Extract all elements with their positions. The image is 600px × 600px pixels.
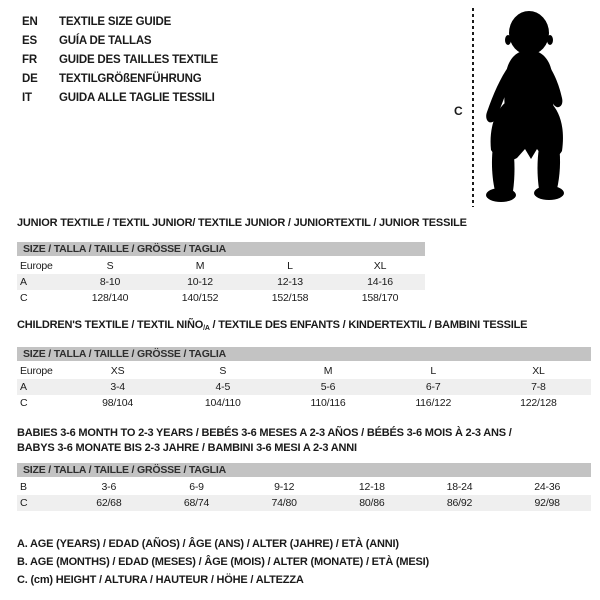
- babies-section-title: [17, 426, 591, 456]
- height-cell: 80/86: [359, 497, 385, 509]
- row-label: B: [20, 481, 27, 493]
- size-header-bar: SIZE / TALLA / TAILLE / GRÖSSE / TAGLIA: [17, 463, 591, 477]
- size-cell: S: [106, 260, 114, 272]
- children-title-post: / TEXTILE DES ENFANTS / KINDERTEXTIL / BAMBINI TESSILE: [209, 319, 528, 331]
- language-row-fr: [22, 51, 218, 70]
- height-cell: 104/110: [204, 397, 241, 409]
- size-cell: L: [287, 260, 293, 272]
- language-row-en: [22, 13, 218, 32]
- months-cell: 9-12: [274, 481, 295, 493]
- babies-section: [17, 426, 591, 511]
- language-header: [22, 13, 218, 108]
- height-cell: 122/128: [520, 397, 557, 409]
- size-cell: M: [195, 260, 205, 272]
- size-cell: S: [219, 365, 227, 377]
- babies-title-line1: BABIES 3-6 MONTH TO 2-3 YEARS / BEBÉS 3-6 MESES A 2-3 AÑOS / BÉBÉS 3-6 MOIS À 2-3 ANS /: [17, 427, 512, 439]
- table-row-europe: [17, 258, 425, 274]
- height-cell: 158/170: [361, 292, 399, 304]
- height-cell: 152/158: [271, 292, 309, 304]
- size-cell: XL: [532, 365, 545, 377]
- table-row-height: [17, 495, 591, 511]
- height-dashed-line: [472, 8, 474, 207]
- size-header-bar: SIZE / TALLA / TAILLE / GRÖSSE / TAGLIA: [17, 347, 591, 361]
- row-label: A: [20, 276, 27, 288]
- baby-silhouette-icon: [482, 10, 570, 205]
- height-cell: 98/104: [102, 397, 134, 409]
- language-code: FR: [22, 54, 37, 66]
- junior-size-table: [17, 242, 425, 306]
- age-cell: 10-12: [187, 276, 213, 288]
- size-cell: L: [430, 365, 437, 377]
- row-label: C: [20, 292, 28, 304]
- language-code: ES: [22, 35, 37, 47]
- months-cell: 24-36: [534, 481, 561, 493]
- row-label: Europe: [20, 260, 53, 272]
- height-c-label: C: [454, 104, 463, 118]
- height-cell: 62/68: [96, 497, 122, 509]
- age-cell: 12-13: [277, 276, 303, 288]
- size-header-bar: SIZE / TALLA / TAILLE / GRÖSSE / TAGLIA: [17, 242, 425, 256]
- size-cell: M: [323, 365, 333, 377]
- row-label: Europe: [20, 365, 53, 377]
- row-label: C: [20, 397, 28, 409]
- legend-footnotes: [17, 535, 429, 589]
- row-label: A: [20, 381, 27, 393]
- months-cell: 12-18: [358, 481, 385, 493]
- language-code: DE: [22, 73, 38, 85]
- table-row-age: [17, 379, 591, 395]
- height-cell: 68/74: [183, 497, 210, 509]
- footnote-a: A. AGE (YEARS) / EDAD (AÑOS) / ÂGE (ANS) / ALTER (JAHRE) / ETÀ (ANNI): [17, 538, 399, 550]
- junior-section-title: JUNIOR TEXTILE / TEXTIL JUNIOR/ TEXTILE JUNIOR / JUNIORTEXTIL / JUNIOR TESSILE: [17, 217, 467, 229]
- language-row-it: [22, 89, 218, 108]
- size-cell: XS: [110, 365, 125, 377]
- language-row-es: [22, 32, 218, 51]
- children-section-title: [17, 319, 591, 335]
- height-cell: 140/152: [181, 292, 219, 304]
- language-title: TEXTILGRÖßENFÜHRUNG: [59, 73, 202, 85]
- language-code: IT: [22, 92, 32, 104]
- children-title-pre: CHILDREN'S TEXTILE / TEXTIL NIÑO: [17, 319, 204, 331]
- height-cell: 74/80: [271, 497, 297, 509]
- age-cell: 4-5: [215, 381, 231, 393]
- age-cell: 5-6: [320, 381, 336, 393]
- age-cell: 3-4: [110, 381, 125, 393]
- age-cell: 7-8: [531, 381, 546, 393]
- table-row-height: [17, 395, 591, 411]
- height-cell: 116/122: [415, 397, 452, 409]
- table-row-height: [17, 290, 425, 306]
- footnote-b: B. AGE (MONTHS) / EDAD (MESES) / ÂGE (MOIS) / ALTER (MONATE) / ETÀ (MESI): [17, 556, 429, 568]
- language-title: GUIDE DES TAILLES TEXTILE: [59, 54, 218, 66]
- height-cell: 128/140: [91, 292, 129, 304]
- height-cell: 92/98: [534, 497, 560, 509]
- table-row-europe: [17, 363, 591, 379]
- row-label: C: [20, 497, 28, 509]
- height-cell: 110/116: [310, 397, 346, 409]
- age-cell: 8-10: [99, 276, 121, 288]
- babies-size-table: [17, 463, 591, 511]
- age-cell: 14-16: [367, 276, 393, 288]
- months-cell: 18-24: [446, 481, 473, 493]
- height-cell: 86/92: [446, 497, 473, 509]
- language-code: EN: [22, 16, 38, 28]
- footnote-c: C. (cm) HEIGHT / ALTURA / HAUTEUR / HÖHE / ALTEZZA: [17, 574, 304, 586]
- language-title: GUÍA DE TALLAS: [59, 35, 152, 47]
- months-cell: 6-9: [189, 481, 204, 493]
- language-row-de: [22, 70, 218, 89]
- children-section: [17, 319, 591, 411]
- babies-title-line2: BABYS 3-6 MONATE BIS 2-3 JAHRE / BAMBINI 3-6 MESI A 2-3 ANNI: [17, 442, 357, 454]
- table-row-age: [17, 274, 425, 290]
- age-cell: 6-7: [425, 381, 441, 393]
- language-title: GUIDA ALLE TAGLIE TESSILI: [59, 92, 215, 104]
- children-title-subscript: /A: [203, 325, 210, 332]
- language-title: TEXTILE SIZE GUIDE: [59, 16, 172, 28]
- months-cell: 3-6: [101, 481, 117, 493]
- table-row-months: [17, 479, 591, 495]
- children-size-table: [17, 347, 591, 411]
- junior-section: [17, 217, 467, 306]
- size-cell: XL: [373, 260, 387, 272]
